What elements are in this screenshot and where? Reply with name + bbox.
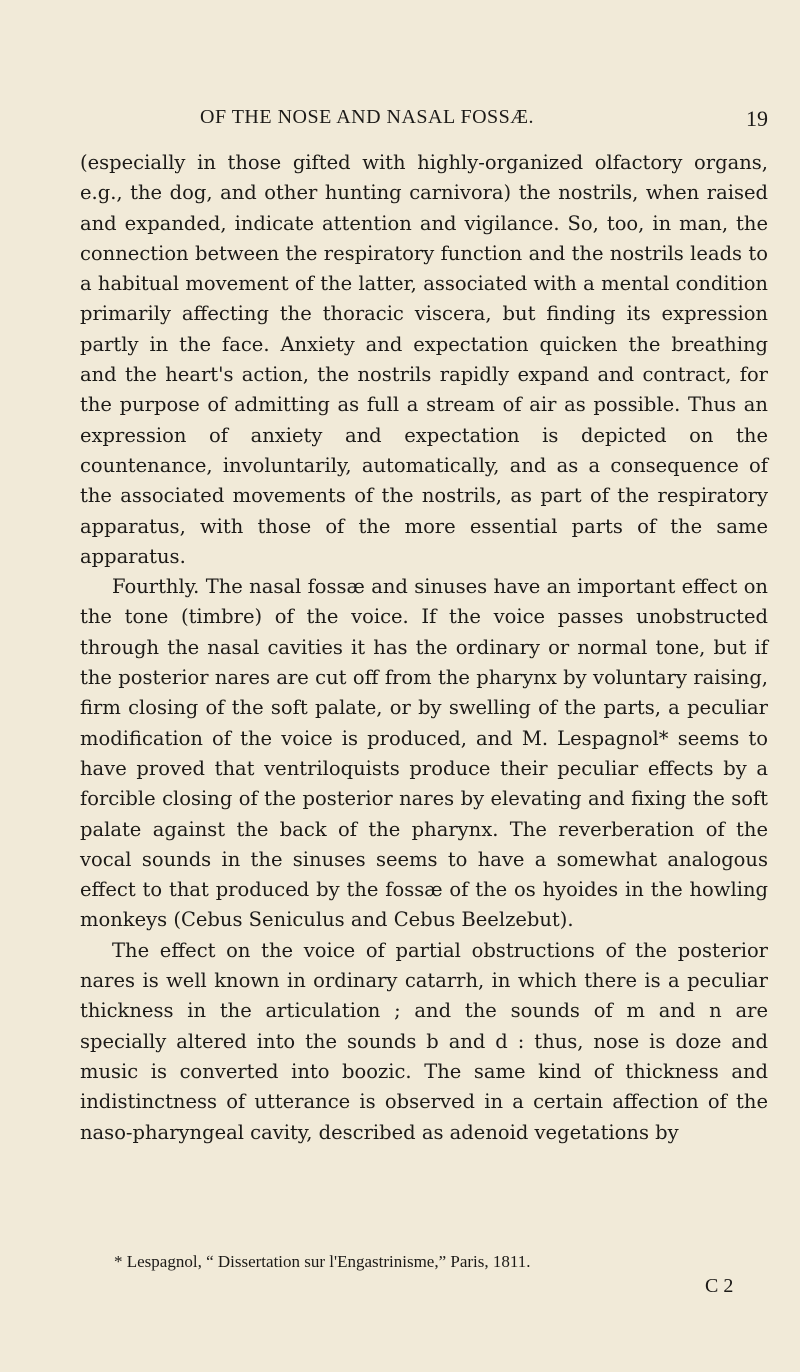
paragraph-fourthly: Fourthly. The nasal fossæ and sinuses have an important effect on the tone (timbre) of the voice. If the voice passes unobstructed through the nasal cavities it has the ordinary or normal tone, but if the posterior nares are cut off from the pharynx by voluntary raising, firm closing of the soft palate, or by swelling of the parts, a peculiar modification of the voice is produced, and M. Lespagnol* seems to have proved that ventriloquists produce their peculiar effects by a forcible closing of the posterior nares by elevating and fixing the soft palate against the back of the pharynx. The reverberation of the vocal sounds in the sinuses seems to have a somewhat analogous effect to that produced by the fossæ of the os hyoides in the howling monkeys (Cebus Seniculus and Cebus Beelzebut). [80, 575, 768, 932]
page-header [80, 106, 768, 136]
footnote: * Lespagnol, “ Dissertation sur l'Engastrinisme,” Paris, 1811. [114, 1252, 531, 1271]
signature-mark: C 2 [705, 1275, 734, 1297]
running-title: OF THE NOSE AND NASAL FOSSÆ. [200, 106, 535, 128]
page-number: 19 [746, 106, 768, 131]
body-text [80, 148, 768, 1148]
paragraph-continuation: (especially in those gifted with highly-organized olfactory organs, e.g., the dog, and other hunting carnivora) the nostrils, when raised and expanded, indicate attention and vigilance. So, too, in man, the connection between the respiratory function and the nostrils leads to a habitual movement of the latter, associated with a mental condition primarily affecting the thoracic viscera, but finding its expression partly in the face. Anxiety and expectation quicken the breathing and the heart's action, the nostrils rapidly expand and contract, for the purpose of admitting as full a stream of air as possible. Thus an expression of anxiety and expectation is depicted on the countenance, involuntarily, automatically, and as a consequence of the associated movements of the nostrils, as part of the respiratory apparatus, with those of the more essential parts of the same apparatus. [80, 151, 768, 568]
paragraph-obstructions: The effect on the voice of partial obstructions of the posterior nares is well known in ordinary catarrh, in which there is a peculiar thickness in the articulation ; and the sounds of m and n are specially altered into the sounds b and d : thus, nose is doze and music is converted into boozic. The same kind of thickness and indistinctness of utterance is observed in a certain affection of the naso-pharyngeal cavity, described as adenoid vegetations by [80, 938, 768, 1144]
